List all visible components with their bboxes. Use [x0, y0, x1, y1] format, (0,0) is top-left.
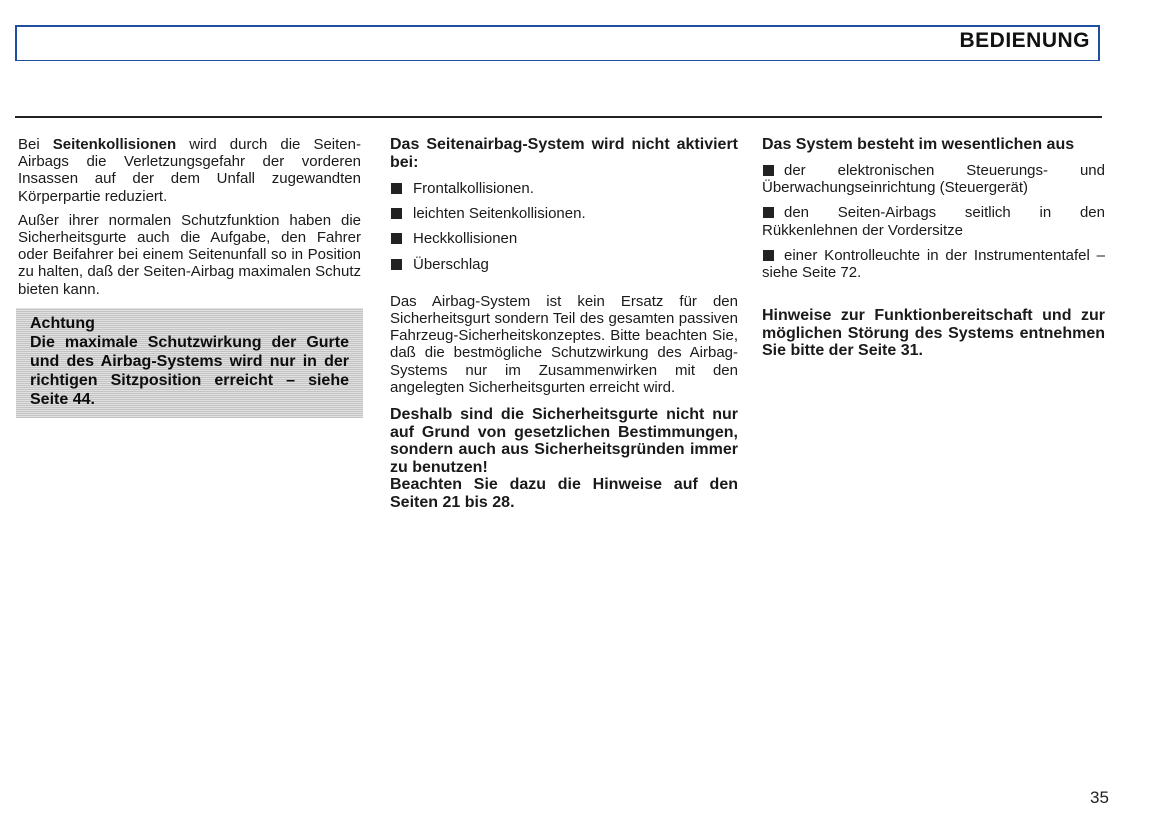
section-title: BEDIENUNG [959, 29, 1090, 52]
list-item [762, 204, 1105, 238]
list-item-text: Überschlag [413, 255, 489, 273]
paragraph-lead: Bei [18, 136, 53, 153]
heading-not-activated: Das Seitenairbag-System wird nicht aktiviert bei: [390, 136, 738, 171]
paragraph-airbag-no-replacement: Das Airbag-System ist kein Ersatz für den Sicherheitsgurt sondern Teil des gesamten passiven Fahrzeug-Sicherheitskonzeptes. Bitte beachten Sie, daß die bestmögliche Schutzwirkung des Airbag-Systems nur im Zusammenwirken mit den angelegten Sicherheitsgurten erreicht wird. [390, 292, 738, 396]
bullet-square-icon [763, 165, 774, 176]
column-left [18, 136, 361, 418]
list-item [390, 205, 738, 222]
bullet-square-icon [391, 233, 402, 244]
paragraph-rest: wird durch die Seiten-Airbags die Verletzungsgefahr der vorderen Insassen auf der dem Unfall zugewandten Körperpartie reduziert. [18, 136, 361, 205]
list-item-text: der elektronischen Steuerungs- und Überwachungseinrichtung (Steuergerät) [762, 162, 1105, 197]
warning-text: Die maximale Schutzwirkung der Gurte und des Airbag-Systems wird nur in der richtigen Sitzposition erreicht – siehe Seite 44. [30, 333, 349, 408]
note-use-seatbelts: Deshalb sind die Sicherheitsgurte nicht nur auf Grund von gesetzlichen Bestimmungen, sondern auch aus Sicherheitsgründen immer zu benutzen! [390, 406, 738, 476]
list-item [390, 180, 738, 197]
bullet-square-icon [763, 207, 774, 218]
bullet-list-not-activated [390, 180, 738, 273]
column-right [762, 136, 1105, 360]
note-function-readiness: Hinweise zur Funktionbereitschaft und zur möglichen Störung des Systems entnehmen Sie bitte der Seite 31. [762, 307, 1105, 360]
list-item-text: Heckkollisionen [413, 230, 518, 248]
column-middle [390, 136, 738, 511]
bullet-list-components [762, 162, 1105, 281]
list-item [762, 247, 1105, 281]
horizontal-divider [15, 116, 1102, 118]
list-item [390, 230, 738, 247]
note-see-pages: Beachten Sie dazu die Hinweise auf den Seiten 21 bis 28. [390, 476, 738, 511]
list-item-text: leichten Seitenkollisionen. [413, 205, 586, 223]
bullet-square-icon [763, 250, 774, 261]
list-item-text: den Seiten-Airbags seitlich in den Rükkenlehnen der Vordersitze [762, 204, 1105, 239]
term-side-collisions: Seitenkollisionen [52, 136, 177, 153]
list-item-text: Frontalkollisionen. [413, 180, 534, 197]
bullet-square-icon [391, 183, 402, 194]
page-number: 35 [1090, 788, 1109, 807]
heading-system-components: Das System besteht im wesentlichen aus [762, 136, 1075, 153]
warning-box [16, 308, 363, 418]
warning-title: Achtung [30, 314, 95, 332]
paragraph-side-collisions [18, 136, 361, 205]
bullet-square-icon [391, 208, 402, 219]
list-item-text: einer Kontrolleuchte in der Instrumententafel – siehe Seite 72. [762, 246, 1105, 282]
list-item [390, 256, 738, 273]
header-frame [15, 25, 1100, 61]
paragraph-belt-function: Außer ihrer normalen Schutzfunktion haben die Sicherheitsgurte auch die Aufgabe, den Fahrer oder Beifahrer bei einem Seitenunfall so in Position zu halten, daß der Seiten-Airbag maximalen Schutz bieten kann. [18, 211, 361, 298]
bullet-square-icon [391, 259, 402, 270]
list-item [762, 162, 1105, 196]
